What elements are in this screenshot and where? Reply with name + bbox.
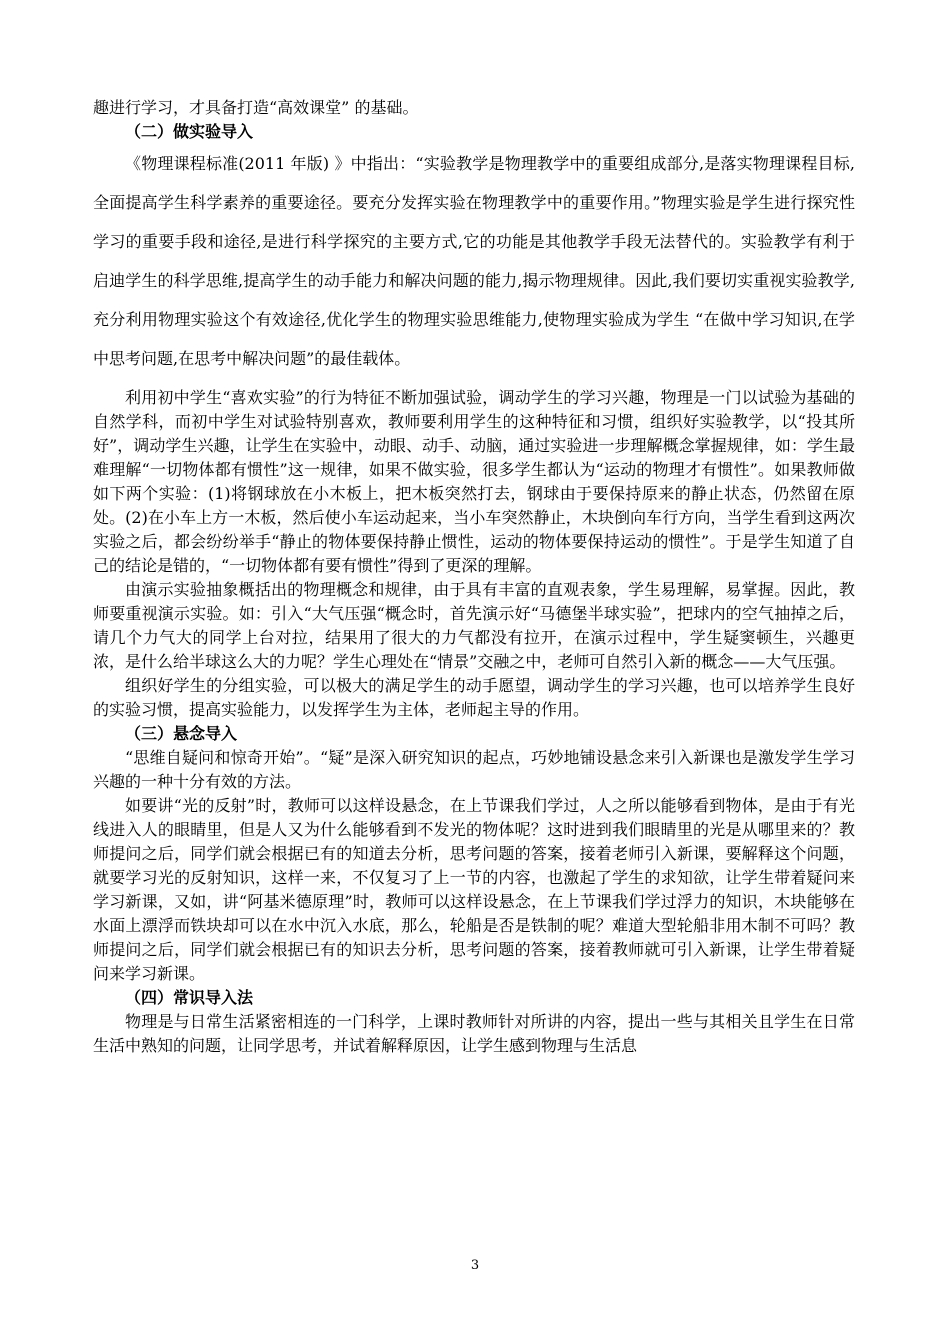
paragraph-inertia-experiment: 利用初中学生“喜欢实验”的行为特征不断加强试验，调动学生的学习兴趣，物理是一门以试验为基础的自然学科，而初中学生对试验特别喜欢，教师要利用学生的这种特征和习惯，组织好实验教学，以“投其所好”，调动学生兴趣，让学生在实验中，动眼、动手、动脑，通过实验进一步理解概念掌握规律，如：学生最难理解“一切物体都有惯性”这一规律，如果不做实验，很多学生都认为“运动的物理才有惯性”。如果教师做如下两个实验：(1)将钢球放在小木板上，把木板突然打去，钢球由于要保持原来的静止状态，仍然留在原处。(2)在小车上方一木板，然后使小车运动起来，当小车突然静止，木块倒向车行方向，当学生看到这两次实验之后，都会纷纷举手“静止的物体要保持静止惯性，运动的物体要保持运动的惯性”。于是学生知道了自己的结论是错的，“一切物体都有要有惯性”得到了更深的理解。 xyxy=(93,388,855,575)
section-heading-common-sense: （四）常识导入法 xyxy=(125,988,254,1007)
section-heading-experiment: （二）做实验导入 xyxy=(125,122,254,141)
paragraph-group-experiment: 组织好学生的分组实验，可以极大的满足学生的动手愿望，调动学生的学习兴趣，也可以培养学生良好的实验习惯，提高实验能力，以发挥学生为主体，老师起主导的作用。 xyxy=(93,676,855,719)
paragraph-demonstration-experiment: 由演示实验抽象概括出的物理概念和规律，由于具有丰富的直观表象，学生易理解，易掌握。因此，教师要重视演示实验。如：引入“大气压强“概念时，首先演示好“马德堡半球实验”，把球内的空气抽掉之后，请几个力气大的同学上台对拉，结果用了很大的力气都没有拉开，在演示过程中，学生疑窦顿生，兴趣更浓，是什么给半球这么大的力呢？学生心理处在“情景”交融之中，老师可自然引入新的概念——大气压强。 xyxy=(93,580,855,671)
section-heading-suspense: （三）悬念导入 xyxy=(125,724,238,743)
document-page xyxy=(93,96,855,1058)
paragraph-common-sense: 物理是与日常生活紧密相连的一门科学，上课时教师针对所讲的内容，提出一些与其相关且学生在日常生活中熟知的问题，让同学思考，并试着解释原因，让学生感到物理与生活息 xyxy=(93,1012,855,1055)
paragraph-curriculum-standard: 《物理课程标准(2011 年版) 》中指出：“实验教学是物理教学中的重要组成部分,是落实物理课程目标,全面提高学生科学素养的重要途径。要充分发挥实验在物理教学中的重要作用。”物理实验是学生进行探究性学习的重要手段和途径,是进行科学探究的主要方式,它的功能是其他教学手段无法替代的。实验教学有利于启迪学生的科学思维,提高学生的动手能力和解决问题的能力,揭示物理规律。因此,我们要切实重视实验教学,充分利用物理实验这个有效途径,优化学生的物理实验思维能力,使物理实验成为学生 “在做中学习知识,在学中思考问题,在思考中解决问题”的最佳载体。 xyxy=(93,154,855,368)
paragraph-suspense-intro: “思维自疑问和惊奇开始”。“疑”是深入研究知识的起点，巧妙地铺设悬念来引入新课也是激发学生学习兴趣的一种十分有效的方法。 xyxy=(93,748,855,791)
paragraph-suspense-examples: 如要讲“光的反射”时，教师可以这样设悬念，在上节课我们学过，人之所以能够看到物体，是由于有光线进入人的眼睛里，但是人又为什么能够看到不发光的物体呢？这时进到我们眼睛里的光是从哪里来的？教师提问之后，同学们就会根据已有的知道去分析，思考问题的答案，接着老师引入新课，要解释这个问题，就要学习光的反射知识，这样一来，不仅复习了上一节的内容，也激起了学生的求知欲，让学生带着疑问来学习新课，又如，讲“阿基米德原理”时，教师可以这样设悬念，在上节课我们学过浮力的知识，木块能够在水面上漂浮而铁块却可以在水中沉入水底，那么，轮船是否是铁制的呢？难道大型轮船非用木制不可吗？教师提问之后，同学们就会根据已有的知识去分析，思考问题的答案，接着教师就可引入新课，让学生带着疑问来学习新课。 xyxy=(93,796,855,983)
page-number: 3 xyxy=(470,1258,480,1273)
paragraph-continuation: 趣进行学习，才具备打造“高效课堂” 的基础。 xyxy=(93,98,419,117)
